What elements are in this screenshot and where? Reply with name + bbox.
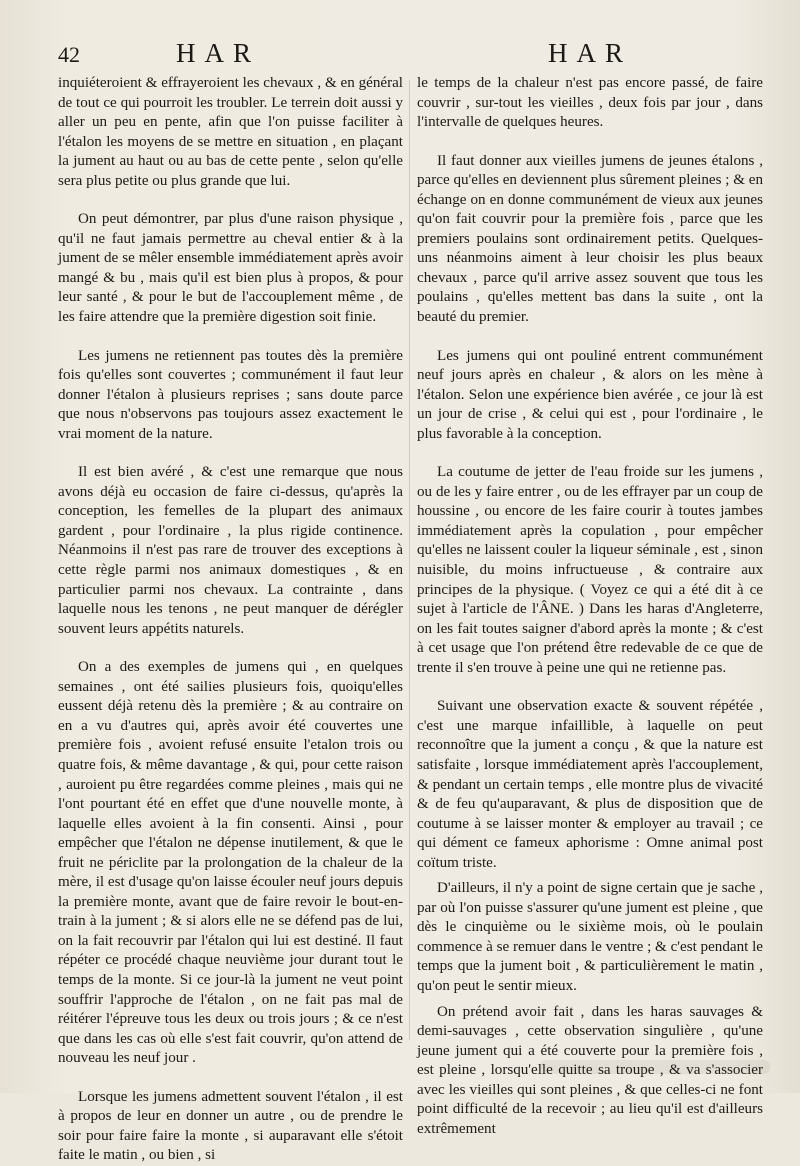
paragraph: D'ailleurs, il n'y a point de signe certain que je sache , par où l'on puisse s'assurer qu'une jument est pleine , que dès le cinquième ou le sixième mois, où le poulain commence à se remuer dans le ventre ; & c'est pendant le temps que la jument boit , & particulièrement le matin , qu'on peut le sentir mieux.	[417, 880, 763, 994]
paragraph: le temps de la chaleur n'est pas encore passé, de faire couvrir , sur-tout les vieilles , deux fois par jour , dans l'intervalle de quelques heures.	[417, 75, 763, 131]
headword-left: HAR	[176, 38, 261, 68]
bleed-through-mark	[540, 1060, 770, 1074]
paragraph: Suivant une observation exacte & souvent répétée , c'est une marque infaillible, à laquelle on peut reconnoître que la jument a conçu , & que la nature est satisfaite , lorsque immédiatement après l'accouplement, & pendant un certain temps , elle montre plus de vivacité & de feu qu'auparavant, & plus de disposition que de coutume à se laisser monter & employer au travail ; ce qui dément ce fameux aphorisme : Omne animal post coïtum triste.	[417, 698, 763, 871]
paragraph: On peut démontrer, par plus d'une raison physique , qu'il ne faut jamais permettre au cheval entier & à la jument de se mêler ensemble immédiatement après avoir mangé & bu , mais qu'il est bien plus à propos, & pour leur santé , & pour le but de l'accouplement même , de les faire attendre que la première digestion soit finie.	[58, 211, 403, 326]
paragraph: Les jumens ne retiennent pas toutes dès la première fois qu'elles sont couvertes ; communément il faut leur donner l'étalon à plusieurs reprises ; sans doute parce que nous n'observons pas toujours assez exactement le vrai moment de la nature.	[58, 347, 403, 442]
paragraph: On a des exemples de jumens qui , en quelques semaines , ont été sailies plusieurs fois, quoiqu'elles eussent déjà retenu dès la première ; & au contraire on en a vu d'autres qui, après avoir été couvertes une première fois , avoient refusé ensuite l'etalon trois ou quatre fois, & même davantage , & qui, pour cette raison , auroient pu être regardées comme pleines , mais qui ne l'ont pourtant été en effet que d'une nouvelle monte, à laquelle elles avoient à la fin consenti. Ainsi , pour empêcher que l'étalon ne dépense inutilement, & que le fruit ne périclite par la prolongation de la chaleur de la mère, il est d'usage qu'on laisse écouler neuf jours depuis la première monte, avant que de faire revoir le bout-en-train à la jument ; & si alors elle ne se défend pas de lui, on la fait recouvrir par l'étalon qui lui est destiné. Il faut répéter ce procédé chaque neuvième jour durant tout le temps de la monte. Si ce jour-là la jument ne veut point souffrir l'approche de l'étalon , on ne fait pas mal de réitérer l'épreuve tous les deux ou trois jours ; & ce n'est que dans les cas où elle s'est fait couvrir, qu'on attend de nouveau les neuf jour .	[58, 659, 403, 1067]
right-column	[417, 74, 763, 1139]
paragraph: On prétend avoir fait , dans les haras sauvages & demi-sauvages , cette observation singulière , qu'une jeune jument qui a été couverte pour la première fois , est pleine , lorsqu'elle quitte sa troupe , & va s'associer avec les vieilles qui sont pleines , & que celles-ci ne font point difficulté de la recevoir ; au lieu qu'il est d'ailleurs extrêmement	[417, 1003, 763, 1137]
paragraph: Il est bien avéré , & c'est une remarque que nous avons déjà eu occasion de faire ci-dessus, qu'après la conception, les femelles de la plupart des animaux gardent , pour l'ordinaire , la plus rigide continence. Néanmoins il n'est pas rare de trouver des exceptions à cette règle parmi nos animaux domestiques , & en particulier parmi nos chevaux. La contrainte , dans laquelle nous les tenons , ne peut manquer de dérégler souvent leurs appétits naturels.	[58, 464, 403, 637]
running-header	[58, 38, 760, 72]
page-number: 42	[58, 42, 80, 67]
headword-right: HAR	[548, 38, 633, 68]
paragraph: Les jumens qui ont pouliné entrent communément neuf jours après en chaleur , & alors on les mène à l'étalon. Selon une expérience bien avérée , ce jour là est un jour de crise , & celui qui est , pour l'ordinaire , le plus favorable à la conception.	[417, 347, 763, 442]
paragraph: Il faut donner aux vieilles jumens de jeunes étalons , parce qu'elles en deviennent plus sûrement pleines ; & en échange on en donne communément de vieux aux jeunes qu'on fait couvrir pour la première fois , parce que les premiers poulains sont ordinairement petits. Quelques-uns néanmoins aiment à leur choisir les plus beaux chevaux , parce qu'il arrive assez souvent que tous les poulains , qu'elles mettent bas dans la suite , ont la beauté du premier.	[417, 152, 763, 326]
left-column	[58, 74, 403, 1166]
paragraph: La coutume de jetter de l'eau froide sur les jumens , ou de les y faire entrer , ou de les effrayer par un coup de houssine , ou encore de les faire courir à toutes jambes immédiatement après la copulation , pour empêcher qu'elles ne laissent couler la liqueur séminale , est , sinon nuisible, du moins infructueuse , & contraire aux principes de la physique. ( Voyez ce qui a été dit à ce sujet à l'article de l'ÂNE. ) Dans les haras d'Angleterre, on les fait toutes saigner d'abord après la monte ; & c'est à cet usage que l'on prétend être redevable de ce que de trente il s'en trouve à peine une qui ne retienne pas.	[417, 464, 763, 676]
column-divider	[409, 80, 410, 1040]
paragraph: inquiéteroient & effrayeroient les chevaux , & en général de tout ce qui pourroit les troubler. Le terrein doit aussi y aller un peu en pente, afin que l'on puisse faciliter à l'étalon les moyens de se mettre en situation , en plaçant la jument au haut ou au bas de cette pente , selon qu'elle sera plus petite ou plus grande que lui.	[58, 75, 403, 189]
paragraph: Lorsque les jumens admettent souvent l'étalon , il est à propos de leur en donner un autre , ou de prendre le soir pour faire faire la monte , si auparavant elle s'étoit faite le matin , ou bien , si	[58, 1088, 403, 1164]
